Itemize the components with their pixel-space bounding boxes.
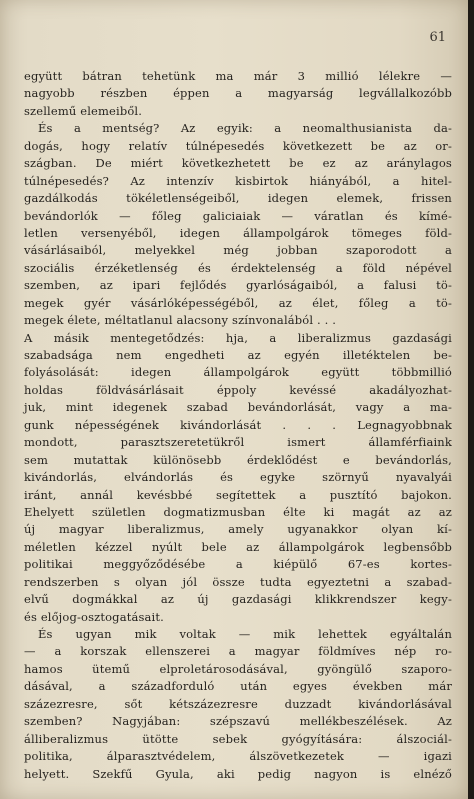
text-line: szabadsága nem engedheti az egyén illetéktelen be- [24,348,452,362]
text-line: iránt, annál kevésbbé segítettek a pusztító bajokon. [24,487,452,502]
text-line: százezresre, sőt kétszázezresre duzzadt kivándorlásával [24,696,452,711]
text-line: nagyobb részben éppen a magyarság legvállalkozóbb [24,86,452,101]
text-line: gunk népességének kivándorlását . . . Legnagyobbnak [24,417,452,432]
text-line: rendszerben s olyan jól össze tudta egyeztetni a szabad- [24,574,452,589]
text-line: új magyar liberalizmus, amely ugyanakkor olyan kí- [24,522,452,537]
text-line: és előjog-osztogatásait. [24,609,164,624]
text-line: vásárlásaiból, melyekkel még jobban szaporodott a [24,243,452,258]
text-line: folyásolását: idegen állampolgárok együtt többmillió [24,365,452,380]
text-line: kivándorlás, elvándorlás és egyke szörnyű nyavalyái [24,470,452,485]
text-line: — a korszak ellenszerei a magyar földmíves nép ro- [24,644,452,659]
text-line: juk, mint idegenek szabad bevándorlását, vagy a ma- [24,400,452,415]
text-line: méletlen kézzel nyúlt bele az állampolgárok legbensőbb [24,539,452,554]
body-text [24,68,452,783]
text-line: megek élete, méltatlanul alacsony színvonalából . . . [24,313,337,328]
text-line: dásával, a századforduló után egyes években már [24,679,452,694]
text-line: És a mentség? Az egyik: a neomalthusianista da- [38,121,452,136]
text-line: mondott, parasztszeretetükről ismert államférfiaink [24,435,452,450]
page-number: 61 [429,30,446,45]
text-line: A másik mentegetődzés: hja, a liberalizmus gazdasági [24,330,452,345]
text-line: helyett. Szekfű Gyula, aki pedig nagyon is elnéző [24,766,452,781]
text-line: És ugyan mik voltak — mik lehettek egyáltalán [38,627,452,641]
text-line: gazdálkodás tökéletlenségeiből, idegen elemek, frissen [24,191,452,206]
text-line: politika, álparasztvédelem, álszövetkezetek — igazi [24,749,452,764]
book-spine-edge [468,0,474,799]
text-line: bevándorlók — főleg galiciaiak — váratlan és kímé- [24,208,452,223]
text-line: letlen versenyéből, idegen állampolgárok tömeges föld- [24,225,452,240]
text-line: holdas földvásárlásait éppoly kevéssé akadályozhat- [24,382,452,397]
text-line: megek gyér vásárlóképességéből, az élet, főleg a tö- [24,295,452,310]
text-line: elvű dogmákkal az új gazdasági klikkrendszer kegy- [24,592,452,607]
text-line: szágban. De miért következhetett be ez az aránylagos [24,156,452,171]
text-line: politikai meggyőződésébe a kiépülő 67-es kortes- [24,557,452,572]
text-line: szellemű elemeiből. [24,103,143,118]
text-line: Ehelyett születlen dogmatizmusban élte ki magát az az [24,504,452,519]
text-line: álliberalizmus ütötte sebek gyógyítására: álszociál- [24,731,452,746]
text-line: dogás, hogy relatív túlnépesedés következett be az or- [24,138,452,153]
text-line: együtt bátran tehetünk ma már 3 millió lélekre — [24,69,452,83]
text-line: szemben? Nagyjában: szépszavú mellékbeszélések. Az [24,714,452,729]
text-line: sem mutattak különösebb érdeklődést e bevándorlás, [24,452,452,467]
text-line: hamos ütemű elproletárosodásával, gyöngülő szaporo- [24,661,452,676]
text-line: túlnépesedés? Az intenzív kisbirtok hiányából, a hitel- [24,173,452,188]
text-line: szemben, az ipari fejlődés gyarlóságaiból, a falusi tö- [24,278,452,293]
text-line: szociális érzéketlenség és érdektelenség a föld népével [24,260,452,275]
